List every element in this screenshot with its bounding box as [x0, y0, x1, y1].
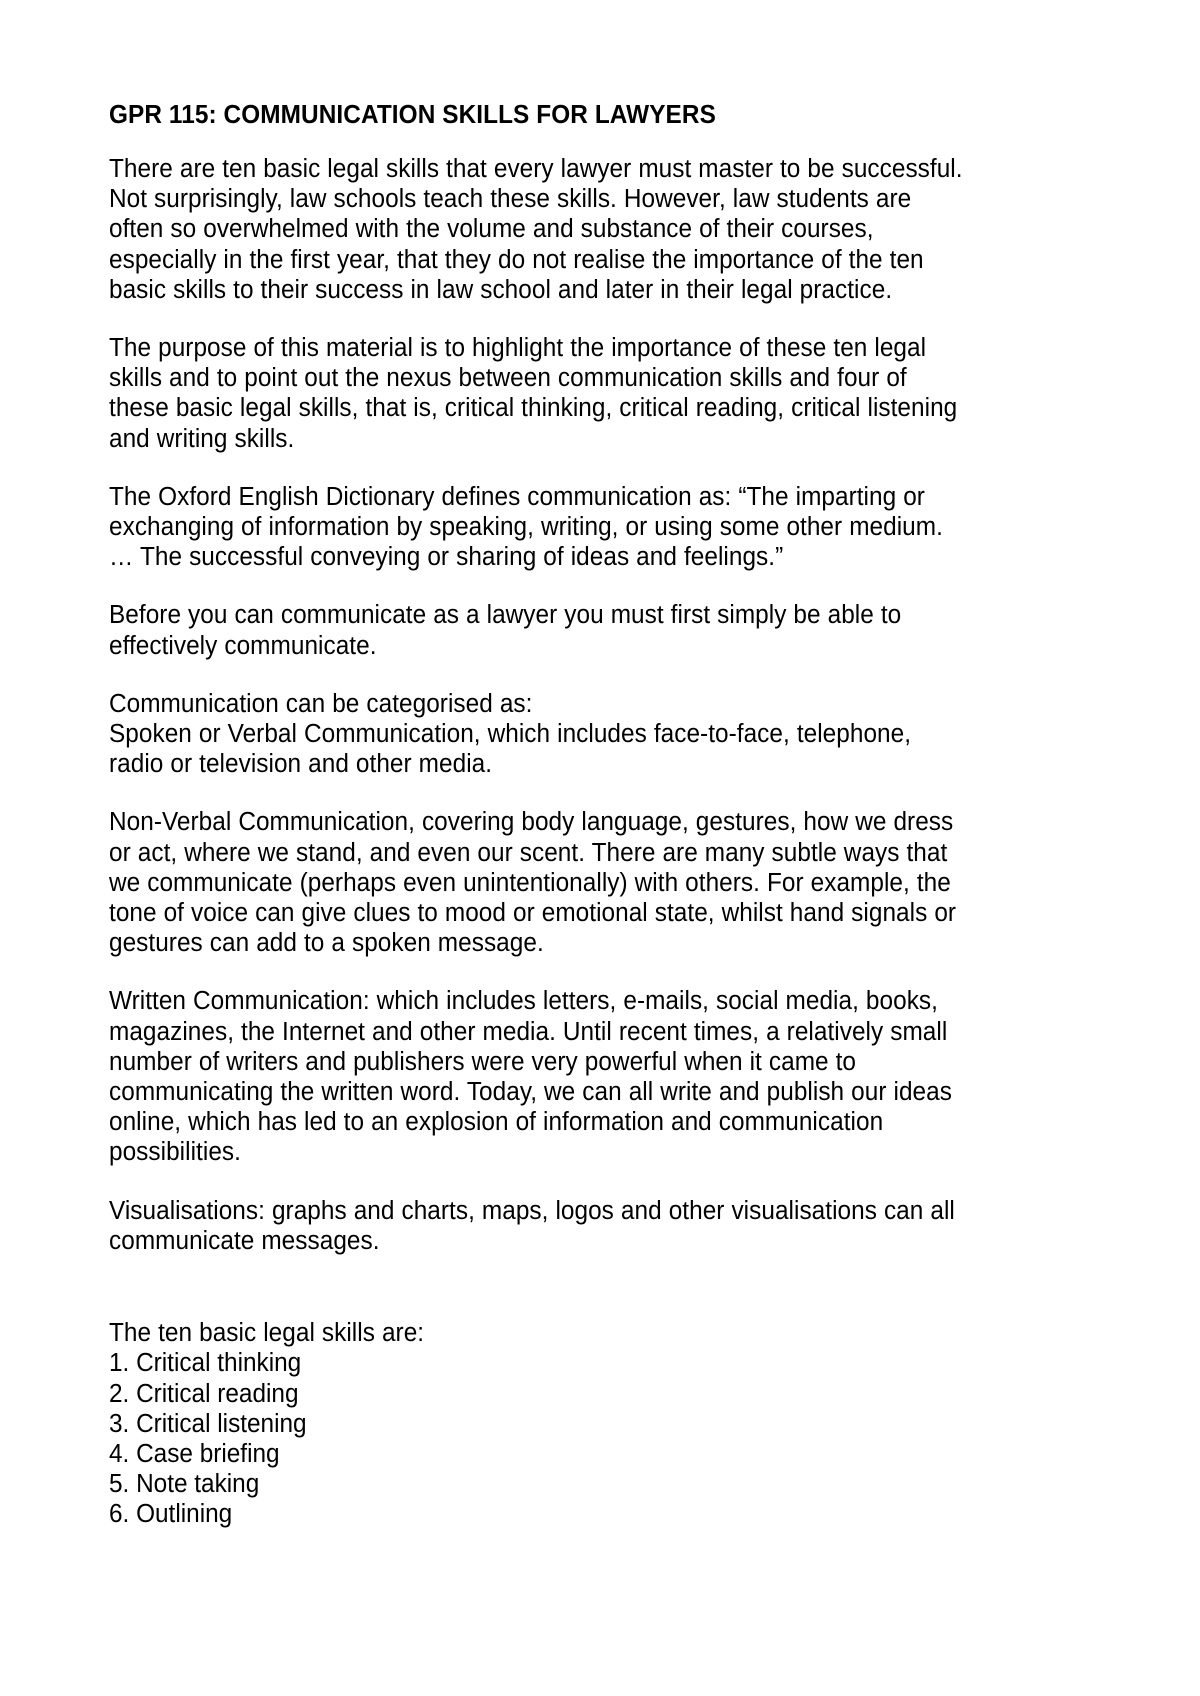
paragraph-categories-lead: Communication can be categorised as:	[109, 689, 533, 718]
page-title: GPR 115: COMMUNICATION SKILLS FOR LAWYERS	[109, 101, 716, 129]
list-item: 6. Outlining	[109, 1500, 233, 1529]
paragraph-intro: There are ten basic legal skills that every lawyer must master to be successful. Not surprisingly, law schools teach these skills. However, law students are often so overwhelmed with the volume and substance of their courses, especially in the first year, that they do not realise the importance of the ten basic skills to their success in law school and later in their legal practice.	[109, 155, 963, 304]
list-item: 2. Critical reading	[109, 1379, 299, 1408]
skills-lead-in: The ten basic legal skills are:	[109, 1319, 425, 1348]
section-spacer	[109, 1284, 1010, 1318]
paragraph-written: Written Communication: which includes letters, e-mails, social media, books, magazines, the Internet and other media. Until recent times, a relatively small number of writers and publishers were very powerful when it came to communicating the written word. Today, we can all write and publish our ideas online, which has led to an explosion of information and communication possibilities.	[109, 987, 952, 1167]
list-item: 4. Case briefing	[109, 1439, 280, 1468]
paragraph-purpose: The purpose of this material is to highlight the importance of these ten legal skills and to point out the nexus between communication skills and four of these basic legal skills, that is, critical thinking, critical reading, critical listening and writing skills.	[109, 334, 958, 453]
skills-list	[109, 1348, 969, 1529]
paragraph-spoken-verbal: Spoken or Verbal Communication, which includes face-to-face, telephone, radio or television and other media.	[109, 720, 912, 779]
paragraph-visualisations: Visualisations: graphs and charts, maps, logos and other visualisations can all communicate messages.	[109, 1196, 955, 1255]
list-item: 5. Note taking	[109, 1470, 260, 1499]
paragraph-non-verbal: Non-Verbal Communication, covering body language, gestures, how we dress or act, where we stand, and even our scent. There are many subtle ways that we communicate (perhaps even unintentionally) with others. For example, the tone of voice can give clues to mood or emotional state, whilst hand signals or gestures can add to a spoken message.	[109, 808, 957, 958]
list-item: 1. Critical thinking	[109, 1349, 302, 1378]
list-item: 3. Critical listening	[109, 1409, 307, 1438]
paragraph-oed-definition: The Oxford English Dictionary defines communication as: “The imparting or exchanging of information by speaking, writing, or using some other medium. … The successful conveying or sharing of ideas and feelings.”	[109, 482, 943, 572]
paragraph-before-communicate: Before you can communicate as a lawyer you must first simply be able to effectively communicate.	[109, 601, 902, 660]
